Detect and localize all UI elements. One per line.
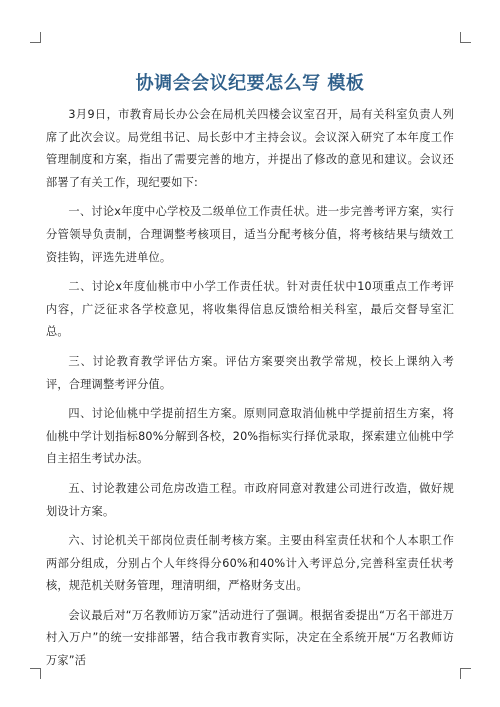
paragraph-closing: 会议最后对“万名教师访万家”活动进行了强调。根据省委提出“万名干部进万村入万户”的统一安排部署，结合我市教育实际，决定在全系统开展“万名教师访万家”活: [46, 608, 454, 668]
paragraph-intro: 3月9日，市教育局长办公会在局机关四楼会议室召开，局有关科室负责人列席了此次会议。局党组书记、局长彭中才主持会议。会议深入研究了本年度工作管理制度和方案，指出了需要完善的地方，并提出了修改的意见和建议。会议还部署了有关工作，现纪要如下:: [46, 108, 454, 189]
crop-mark-top-left: [30, 32, 41, 43]
document-body: [46, 104, 454, 673]
paragraph-item-1: 一、讨论x年度中心学校及二级单位工作责任状。进一步完善考评方案，实行分管领导负责制，合理调整考核项目，适当分配考核分值，将考核结果与绩效工资挂钩，评选先进单位。: [46, 205, 454, 264]
paragraph-item-3: 三、讨论教育教学评估方案。评估方案要突出教学常规，校长上课纳入考评，合理调整考评分值。: [46, 354, 454, 391]
paragraph-item-6: 六、讨论机关干部岗位责任制考核方案。主要由科室责任状和个人本职工作两部分组成，分别占个人年终得分60%和40%计入考评总分,完善科室责任状考核，规范机关财务管理，理清明细，严格财务支出。: [46, 534, 454, 593]
crop-mark-bottom-left: [30, 668, 41, 679]
crop-mark-top-right: [460, 32, 471, 43]
paragraph-item-4: 四、讨论仙桃中学提前招生方案。原则同意取消仙桃中学提前招生方案，将仙桃中学计划指标80%分解到各校，20%指标实行择优录取，探索建立仙桃中学自主招生考试办法。: [46, 407, 454, 466]
paragraph-item-2: 二、讨论x年度仙桃市中小学工作责任状。针对责任状中10项重点工作考评内容，广泛征求各学校意见，将收集得信息反馈给相关科室，最后交督导室汇总。: [46, 280, 454, 339]
paragraph-item-5: 五、讨论教建公司危房改造工程。市政府同意对教建公司进行改造，做好规划设计方案。: [46, 481, 454, 518]
crop-mark-bottom-right: [460, 668, 471, 679]
document-title: 协调会会议纪要怎么写 模板: [135, 73, 365, 95]
